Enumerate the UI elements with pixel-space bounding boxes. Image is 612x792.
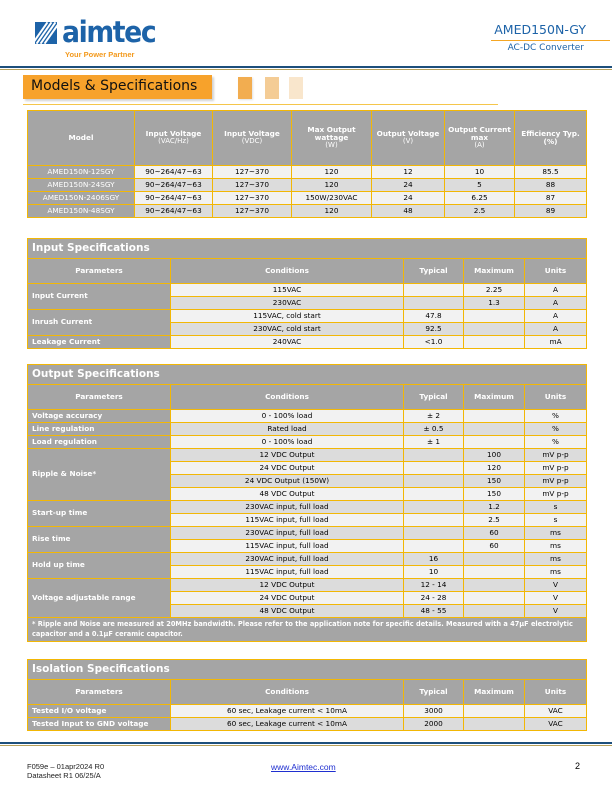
condition-cell: 60 sec, Leakage current < 10mA bbox=[171, 718, 404, 731]
col-header-parameters: Parameters bbox=[28, 385, 171, 410]
condition-cell: 115VAC input, full load bbox=[171, 540, 404, 553]
model-value-cell: 12 bbox=[372, 166, 445, 179]
condition-cell: 230VAC, cold start bbox=[171, 323, 404, 336]
model-name-cell: AMED150N-24SGY bbox=[28, 179, 135, 192]
units-cell: mV p-p bbox=[525, 462, 587, 475]
parameter-cell: Tested Input to GND voltage bbox=[28, 718, 171, 731]
condition-cell: 24 VDC Output bbox=[171, 592, 404, 605]
parameter-cell: Rise time bbox=[28, 527, 171, 553]
typical-cell bbox=[404, 527, 464, 540]
input-specifications-table bbox=[27, 238, 587, 349]
maximum-cell: 150 bbox=[464, 488, 525, 501]
condition-cell: 48 VDC Output bbox=[171, 605, 404, 618]
maximum-cell bbox=[464, 410, 525, 423]
maximum-cell: 1.3 bbox=[464, 297, 525, 310]
typical-cell bbox=[404, 475, 464, 488]
parameter-cell: Voltage accuracy bbox=[28, 410, 171, 423]
footer-revision bbox=[27, 762, 104, 780]
maximum-cell: 120 bbox=[464, 462, 525, 475]
condition-cell: 60 sec, Leakage current < 10mA bbox=[171, 705, 404, 718]
model-row bbox=[28, 166, 587, 179]
banner-decoration bbox=[265, 77, 279, 99]
model-value-cell: 48 bbox=[372, 205, 445, 218]
col-header-typical: Typical bbox=[404, 680, 464, 705]
model-value-cell: 120 bbox=[292, 166, 372, 179]
model-row bbox=[28, 205, 587, 218]
col-header-maximum: Maximum bbox=[464, 680, 525, 705]
col-header-typical: Typical bbox=[404, 259, 464, 284]
spec-row bbox=[28, 436, 587, 449]
product-name: AMED150N-GY bbox=[494, 22, 586, 37]
units-cell: s bbox=[525, 501, 587, 514]
condition-cell: 115VAC input, full load bbox=[171, 566, 404, 579]
parameter-cell: Inrush Current bbox=[28, 310, 171, 336]
logo-tagline: Your Power Partner bbox=[65, 50, 135, 59]
units-cell: V bbox=[525, 579, 587, 592]
col-header-parameters: Parameters bbox=[28, 259, 171, 284]
col-header-typical: Typical bbox=[404, 385, 464, 410]
spec-header-row bbox=[28, 680, 587, 705]
col-header-efficiency: Efficiency Typ. (%) bbox=[515, 111, 587, 166]
maximum-cell bbox=[464, 592, 525, 605]
spec-row bbox=[28, 284, 587, 297]
model-value-cell: 24 bbox=[372, 179, 445, 192]
model-name-cell: AMED150N-12SGY bbox=[28, 166, 135, 179]
spec-header-row bbox=[28, 385, 587, 410]
typical-cell: 3000 bbox=[404, 705, 464, 718]
model-value-cell: 120 bbox=[292, 205, 372, 218]
maximum-cell bbox=[464, 323, 525, 336]
maximum-cell: 2.5 bbox=[464, 514, 525, 527]
parameter-cell: Start-up time bbox=[28, 501, 171, 527]
condition-cell: 115VAC, cold start bbox=[171, 310, 404, 323]
footer-rule bbox=[0, 742, 612, 744]
model-value-cell: 127~370 bbox=[213, 166, 292, 179]
spec-row bbox=[28, 579, 587, 592]
col-header-conditions: Conditions bbox=[171, 680, 404, 705]
typical-cell: ± 0.5 bbox=[404, 423, 464, 436]
banner-underline bbox=[23, 104, 498, 105]
spec-row bbox=[28, 423, 587, 436]
units-cell: mV p-p bbox=[525, 449, 587, 462]
parameter-cell: Line regulation bbox=[28, 423, 171, 436]
header-rule-accent bbox=[0, 69, 612, 70]
typical-cell: 10 bbox=[404, 566, 464, 579]
model-value-cell: 6.25 bbox=[445, 192, 515, 205]
units-cell: A bbox=[525, 297, 587, 310]
maximum-cell bbox=[464, 705, 525, 718]
units-cell: mA bbox=[525, 336, 587, 349]
maximum-cell bbox=[464, 579, 525, 592]
model-value-cell: 89 bbox=[515, 205, 587, 218]
spec-row bbox=[28, 553, 587, 566]
condition-cell: 24 VDC Output bbox=[171, 462, 404, 475]
condition-cell: 230VAC input, full load bbox=[171, 553, 404, 566]
banner-decoration bbox=[289, 77, 303, 99]
parameter-cell: Tested I/O voltage bbox=[28, 705, 171, 718]
col-header-units: Units bbox=[525, 385, 587, 410]
logo-wordmark: aimtec bbox=[62, 15, 156, 49]
condition-cell: 0 - 100% load bbox=[171, 436, 404, 449]
col-header-units: Units bbox=[525, 680, 587, 705]
model-row bbox=[28, 179, 587, 192]
spec-row bbox=[28, 449, 587, 462]
units-cell: A bbox=[525, 284, 587, 297]
parameter-cell: Input Current bbox=[28, 284, 171, 310]
maximum-cell bbox=[464, 423, 525, 436]
model-name-cell: AMED150N-2406SGY bbox=[28, 192, 135, 205]
col-header-conditions: Conditions bbox=[171, 259, 404, 284]
spec-row bbox=[28, 718, 587, 731]
typical-cell bbox=[404, 501, 464, 514]
col-header-maximum: Maximum bbox=[464, 385, 525, 410]
model-value-cell: 2.5 bbox=[445, 205, 515, 218]
typical-cell: 16 bbox=[404, 553, 464, 566]
maximum-cell: 1.2 bbox=[464, 501, 525, 514]
header-rule bbox=[0, 66, 612, 68]
model-value-cell: 127~370 bbox=[213, 205, 292, 218]
typical-cell: ± 1 bbox=[404, 436, 464, 449]
model-value-cell: 10 bbox=[445, 166, 515, 179]
col-header-maximum: Maximum bbox=[464, 259, 525, 284]
units-cell: mV p-p bbox=[525, 475, 587, 488]
col-header-input-vac: Input Voltage (VAC/Hz) bbox=[135, 111, 213, 166]
isolation-specs-title: Isolation Specifications bbox=[28, 660, 587, 680]
typical-cell: 2000 bbox=[404, 718, 464, 731]
section-banner-title: Models & Specifications bbox=[31, 78, 198, 94]
units-cell: ms bbox=[525, 566, 587, 579]
units-cell: ms bbox=[525, 553, 587, 566]
units-cell: V bbox=[525, 605, 587, 618]
maximum-cell bbox=[464, 336, 525, 349]
parameter-cell: Leakage Current bbox=[28, 336, 171, 349]
model-value-cell: 87 bbox=[515, 192, 587, 205]
datasheet-revision: Datasheet R1 06/25/A bbox=[27, 771, 101, 780]
model-row bbox=[28, 192, 587, 205]
maximum-cell: 100 bbox=[464, 449, 525, 462]
maximum-cell bbox=[464, 718, 525, 731]
parameter-cell: Voltage adjustable range bbox=[28, 579, 171, 618]
condition-cell: 48 VDC Output bbox=[171, 488, 404, 501]
model-value-cell: 88 bbox=[515, 179, 587, 192]
units-cell: % bbox=[525, 423, 587, 436]
models-table bbox=[27, 110, 587, 218]
condition-cell: 0 - 100% load bbox=[171, 410, 404, 423]
input-specs-title: Input Specifications bbox=[28, 239, 587, 259]
col-header-max-wattage: Max Output wattage (W) bbox=[292, 111, 372, 166]
output-specifications-table bbox=[27, 364, 587, 642]
units-cell: ms bbox=[525, 527, 587, 540]
spec-row bbox=[28, 705, 587, 718]
model-value-cell: 127~370 bbox=[213, 192, 292, 205]
condition-cell: 230VAC input, full load bbox=[171, 501, 404, 514]
condition-cell: 240VAC bbox=[171, 336, 404, 349]
typical-cell bbox=[404, 540, 464, 553]
units-cell: A bbox=[525, 323, 587, 336]
model-name-cell: AMED150N-48SGY bbox=[28, 205, 135, 218]
col-header-output-voltage: Output Voltage (V) bbox=[372, 111, 445, 166]
col-header-model: Model bbox=[28, 111, 135, 166]
banner-decoration bbox=[238, 77, 252, 99]
form-revision: F059e – 01apr2024 R0 bbox=[27, 762, 105, 771]
units-cell: A bbox=[525, 310, 587, 323]
model-value-cell: 24 bbox=[372, 192, 445, 205]
maximum-cell bbox=[464, 605, 525, 618]
typical-cell bbox=[404, 462, 464, 475]
units-cell: % bbox=[525, 436, 587, 449]
typical-cell: 12 - 14 bbox=[404, 579, 464, 592]
title-divider bbox=[491, 40, 610, 41]
units-cell: ms bbox=[525, 540, 587, 553]
model-value-cell: 5 bbox=[445, 179, 515, 192]
typical-cell bbox=[404, 284, 464, 297]
units-cell: % bbox=[525, 410, 587, 423]
units-cell: VAC bbox=[525, 718, 587, 731]
ripple-noise-footnote: * Ripple and Noise are measured at 20MHz bandwidth. Please refer to the application note for specific details. Measured with a 47µF electrolytic capacitor and a 0.1µF ceramic capacitor. bbox=[28, 618, 587, 642]
col-header-parameters: Parameters bbox=[28, 680, 171, 705]
condition-cell: 230VAC input, full load bbox=[171, 527, 404, 540]
spec-row bbox=[28, 501, 587, 514]
maximum-cell bbox=[464, 553, 525, 566]
maximum-cell: 2.25 bbox=[464, 284, 525, 297]
model-value-cell: 90~264/47~63 bbox=[135, 192, 213, 205]
typical-cell: <1.0 bbox=[404, 336, 464, 349]
logo-wave-icon bbox=[35, 22, 57, 44]
col-header-output-current: Output Current max (A) bbox=[445, 111, 515, 166]
parameter-cell: Hold up time bbox=[28, 553, 171, 579]
model-value-cell: 90~264/47~63 bbox=[135, 166, 213, 179]
maximum-cell: 60 bbox=[464, 540, 525, 553]
model-value-cell: 90~264/47~63 bbox=[135, 205, 213, 218]
spec-row bbox=[28, 527, 587, 540]
typical-cell bbox=[404, 449, 464, 462]
model-value-cell: 90~264/47~63 bbox=[135, 179, 213, 192]
model-value-cell: 150W/230VAC bbox=[292, 192, 372, 205]
condition-cell: 115VAC input, full load bbox=[171, 514, 404, 527]
units-cell: mV p-p bbox=[525, 488, 587, 501]
maximum-cell bbox=[464, 436, 525, 449]
maximum-cell bbox=[464, 566, 525, 579]
section-banner bbox=[23, 75, 212, 99]
product-subtitle: AC-DC Converter bbox=[507, 43, 584, 53]
condition-cell: 24 VDC Output (150W) bbox=[171, 475, 404, 488]
units-cell: V bbox=[525, 592, 587, 605]
spec-row bbox=[28, 336, 587, 349]
typical-cell bbox=[404, 514, 464, 527]
footer-rule-accent bbox=[0, 745, 612, 746]
spec-header-row bbox=[28, 259, 587, 284]
col-header-conditions: Conditions bbox=[171, 385, 404, 410]
typical-cell: 47.8 bbox=[404, 310, 464, 323]
output-specs-title: Output Specifications bbox=[28, 365, 587, 385]
maximum-cell bbox=[464, 310, 525, 323]
model-value-cell: 85.5 bbox=[515, 166, 587, 179]
condition-cell: 12 VDC Output bbox=[171, 449, 404, 462]
spec-row bbox=[28, 310, 587, 323]
condition-cell: 12 VDC Output bbox=[171, 579, 404, 592]
typical-cell: 48 - 55 bbox=[404, 605, 464, 618]
typical-cell: ± 2 bbox=[404, 410, 464, 423]
typical-cell bbox=[404, 297, 464, 310]
model-value-cell: 127~370 bbox=[213, 179, 292, 192]
typical-cell bbox=[404, 488, 464, 501]
maximum-cell: 150 bbox=[464, 475, 525, 488]
col-header-units: Units bbox=[525, 259, 587, 284]
model-value-cell: 120 bbox=[292, 179, 372, 192]
aimtec-logo bbox=[35, 15, 160, 64]
models-header-row bbox=[28, 111, 587, 166]
condition-cell: 115VAC bbox=[171, 284, 404, 297]
maximum-cell: 60 bbox=[464, 527, 525, 540]
parameter-cell: Ripple & Noise* bbox=[28, 449, 171, 501]
spec-row bbox=[28, 410, 587, 423]
condition-cell: Rated load bbox=[171, 423, 404, 436]
isolation-specifications-table bbox=[27, 659, 587, 731]
page-number: 2 bbox=[575, 761, 581, 771]
typical-cell: 92.5 bbox=[404, 323, 464, 336]
typical-cell: 24 - 28 bbox=[404, 592, 464, 605]
parameter-cell: Load regulation bbox=[28, 436, 171, 449]
units-cell: s bbox=[525, 514, 587, 527]
col-header-input-vdc: Input Voltage (VDC) bbox=[213, 111, 292, 166]
website-link[interactable]: www.Aimtec.com bbox=[271, 762, 336, 772]
units-cell: VAC bbox=[525, 705, 587, 718]
condition-cell: 230VAC bbox=[171, 297, 404, 310]
